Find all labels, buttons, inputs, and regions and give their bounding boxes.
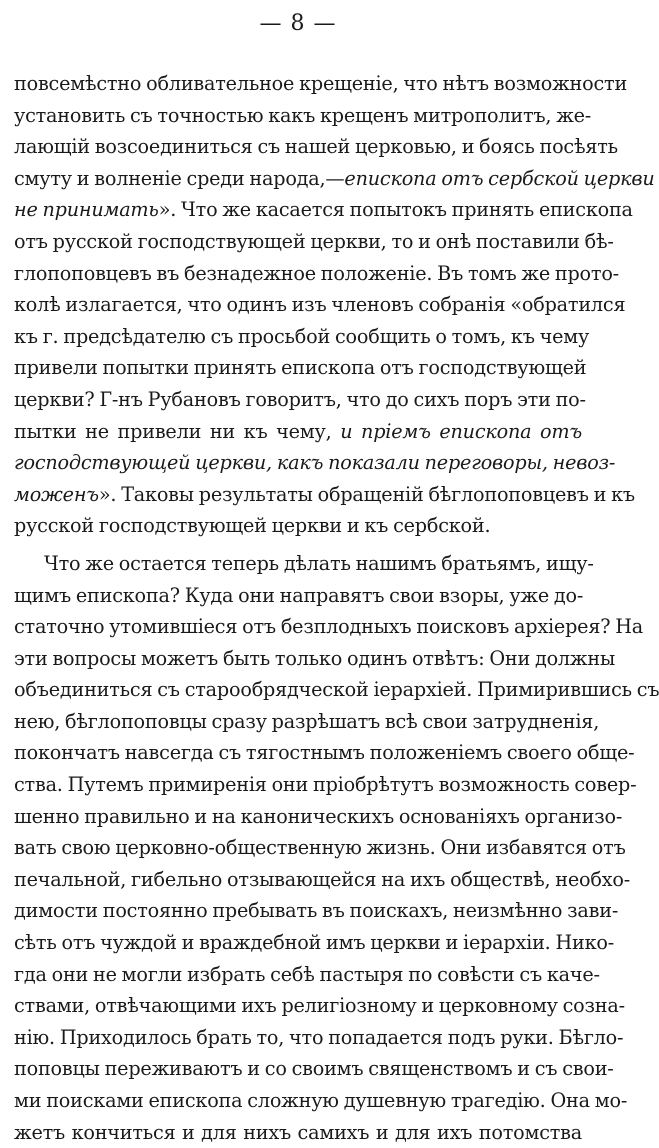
text-line <box>14 100 592 132</box>
line-text: повсемѣстно обливательное крещеніе, что нѣтъ возможности <box>14 72 628 95</box>
line-text: димости постоянно пребывать въ поискахъ, неизмѣнно зави- <box>14 899 619 923</box>
line-text: пытки не привели ни къ чему, <box>14 419 341 443</box>
line-text: ми поисками епископа сложную душевную трагедію. Она мо- <box>14 1089 628 1112</box>
line-text: жетъ кончиться и для нихъ самихъ и для ихъ потомства <box>14 1120 582 1144</box>
line-text: установить съ точностью какъ крещенъ митрополитъ, же- <box>14 103 592 127</box>
text-line <box>14 1022 624 1054</box>
text-line <box>14 674 659 706</box>
text-line <box>14 510 582 542</box>
text-line <box>14 1117 582 1148</box>
line-text: смуту и волненіе среди народа,— <box>14 166 345 190</box>
line-text: Что же остается теперь дѣлать нашимъ братьямъ, ищу- <box>44 551 594 575</box>
text-line <box>14 352 587 384</box>
text-line <box>14 769 637 801</box>
text-line <box>14 801 623 833</box>
line-text: ». Таковы результаты обращеній бѣглопоповцевъ и къ <box>98 482 635 506</box>
text-line <box>14 1053 614 1085</box>
text-line <box>14 1085 628 1117</box>
line-text: покончатъ навсегда съ тягостнымъ положеніемъ своего обще- <box>14 741 635 765</box>
text-line <box>14 895 619 927</box>
line-text: статочно утомившіеся отъ безплодныхъ поисковъ архіерея? На <box>14 615 643 639</box>
text-line <box>14 416 582 448</box>
text-line <box>14 321 590 353</box>
text-line <box>14 864 631 896</box>
line-text: глопоповцевъ въ безнадежное положеніе. Въ томъ же прото- <box>14 261 619 285</box>
text-line <box>14 131 618 163</box>
text-line <box>14 959 600 991</box>
line-text: нею, бѣглопоповцы сразу разрѣшатъ всѣ свои затрудненія, <box>14 709 600 733</box>
line-text: лающій возсоединиться съ нашей церковью, и боясь посѣять <box>14 135 618 159</box>
text-line <box>14 927 614 959</box>
line-text: ства. Путемъ примиренія они пріобрѣтутъ возможность совер- <box>14 773 637 797</box>
paragraph-1 <box>14 68 655 542</box>
text-line <box>14 194 633 226</box>
line-text: отъ русской господствующей церкви, то и онѣ поставили бѣ- <box>14 229 614 253</box>
italic-text: и пріемъ епископа отъ <box>340 419 582 443</box>
line-text: русской господствующей церкви и къ сербской. <box>14 514 491 538</box>
text-line <box>14 163 655 195</box>
line-text: церкви? Г-нъ Рубановъ говоритъ, что до сихъ поръ эти по- <box>14 387 586 411</box>
text-line <box>14 258 619 290</box>
line-text: щимъ епископа? Куда они направятъ свои взоры, уже до- <box>14 583 584 607</box>
line-text: ». Что же касается попытокъ принять епископа <box>158 198 633 222</box>
text-line <box>14 737 635 769</box>
text-line <box>14 68 628 100</box>
text-line <box>14 447 616 479</box>
italic-text: господствующей церкви, какъ показали переговоры, невоз- <box>14 451 616 475</box>
text-line <box>14 479 635 511</box>
text-line <box>14 990 625 1022</box>
italic-text: епископа отъ сербской церкви <box>344 166 655 190</box>
line-text: колѣ излагается, что одинъ изъ членовъ собранія «обратился <box>14 293 626 317</box>
line-text: шенно правильно и на каноническихъ основаніяхъ организо- <box>14 804 623 828</box>
italic-text: не принимать <box>14 198 159 222</box>
line-text: нію. Приходилось брать то, что попадается подъ руки. Бѣгло- <box>14 1025 624 1049</box>
page-number: — 8 — <box>259 11 337 36</box>
text-line <box>14 643 616 675</box>
text-line <box>14 289 626 321</box>
line-text: вать свою церковно-общественную жизнь. Они избавятся отъ <box>14 836 626 860</box>
italic-text: моженъ <box>14 482 99 506</box>
line-text: объединиться съ старообрядческой іерархіей. Примирившись съ <box>14 678 659 702</box>
text-line <box>14 706 600 738</box>
line-text: сѣть отъ чуждой и враждебной имъ церкви и іерархіи. Нико- <box>14 931 614 955</box>
text-line <box>14 611 643 643</box>
line-text: ствами, отвѣчающими ихъ религіозному и церковному созна- <box>14 994 625 1018</box>
line-text: къ г. предсѣдателю съ просьбой сообщить о томъ, къ чему <box>14 324 590 348</box>
body-text <box>14 68 659 1148</box>
text-line <box>14 548 594 580</box>
line-text: печальной, гибельно отзывающейся на ихъ обществѣ, необхо- <box>14 867 631 891</box>
text-line <box>14 384 586 416</box>
line-text: эти вопросы можетъ быть только одинъ отвѣтъ: Они должны <box>14 646 616 670</box>
text-line <box>14 832 626 864</box>
line-text: привели попытки принять епископа отъ господствующей <box>14 356 587 380</box>
text-line <box>14 580 582 612</box>
paragraph-2 <box>14 548 659 1148</box>
text-line <box>14 226 614 258</box>
line-text: поповцы переживаютъ и со своимъ священствомъ и съ свои- <box>14 1057 614 1081</box>
line-text: гда они не могли избрать себѣ пастыря по совѣсти съ каче- <box>14 962 600 986</box>
